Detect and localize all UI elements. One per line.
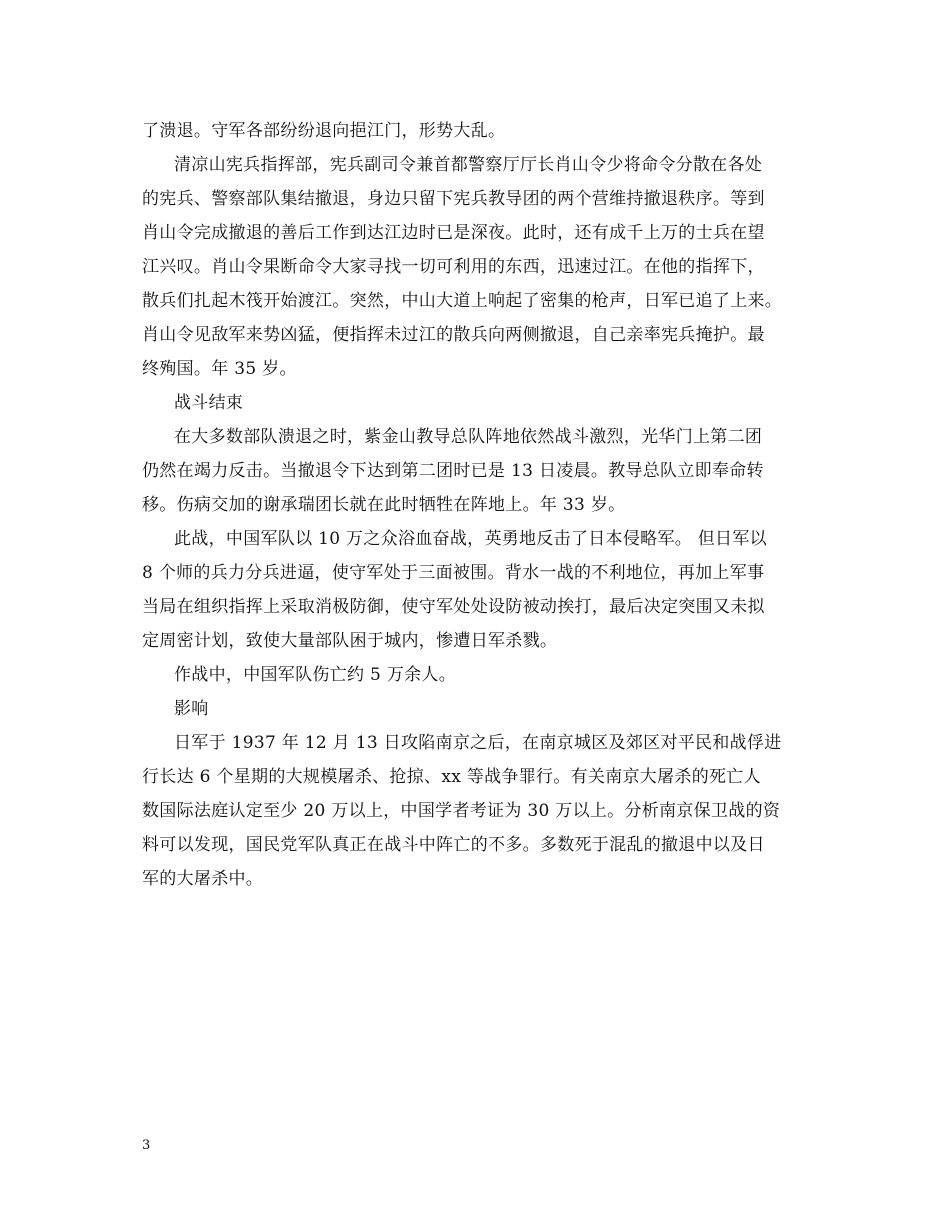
text-line: 的宪兵、警察部队集结撤退，身边只留下宪兵教导团的两个营维持撤退秩序。等到	[142, 189, 765, 209]
text-line: 移。伤病交加的谢承瑞团长就在此时牺牲在阵地上。年 33 岁。	[142, 495, 626, 515]
text-line: 终殉国。年 35 岁。	[142, 359, 297, 379]
text-line: 数国际法庭认定至少 20 万以上，中国学者考证为 30 万以上。分析南京保卫战的资	[142, 801, 781, 821]
page-number: 3	[142, 1138, 151, 1153]
text-line: 8 个师的兵力分兵进逼，使守军处于三面被围。背水一战的不利地位，再加上军事	[142, 563, 765, 583]
text-line: 在大多数部队溃退之时，紫金山教导总队阵地依然战斗激烈，光华门上第二团	[174, 427, 763, 447]
text-line: 料可以发现，国民党军队真正在战斗中阵亡的不多。多数死于混乱的撤退中以及日	[142, 835, 765, 855]
text-line: 肖山令见敌军来势凶猛，便指挥未过江的散兵向两侧撤退，自己亲率宪兵掩护。最	[142, 325, 765, 345]
text-line: 肖山令完成撤退的善后工作到达江边时已是深夜。此时，还有成千上万的士兵在望	[142, 223, 765, 243]
text-line: 江兴叹。肖山令果断命令大家寻找一切可利用的东西，迅速过江。在他的指挥下，	[142, 257, 765, 277]
text-line: 影响	[174, 699, 209, 719]
text-line: 战斗结束	[174, 393, 244, 413]
text-line: 了溃退。守军各部纷纷退向挹江门，形势大乱。	[142, 121, 506, 141]
text-line: 此战，中国军队以 10 万之众浴血奋战，英勇地反击了日本侵略军。 但日军以	[174, 529, 767, 549]
text-line: 军的大屠杀中。	[142, 869, 264, 889]
document-body	[142, 114, 822, 896]
text-line: 日军于 1937 年 12 月 13 日攻陷南京之后，在南京城区及郊区对平民和战俘进	[174, 733, 782, 753]
text-line: 作战中，中国军队伤亡约 5 万余人。	[174, 665, 457, 685]
text-line: 清凉山宪兵指挥部，宪兵副司令兼首都警察厅厅长肖山令少将命令分散在各处	[174, 155, 763, 175]
text-line: 当局在组织指挥上采取消极防御，使守军处处设防被动挨打，最后决定突围又未拟	[142, 597, 765, 617]
text-line: 散兵们扎起木筏开始渡江。突然，中山大道上响起了密集的枪声，日军已追了上来。	[142, 291, 783, 311]
text-line: 仍然在竭力反击。当撤退令下达到第二团时已是 13 日凌晨。教导总队立即奉命转	[142, 461, 764, 481]
text-line: 行长达 6 个星期的大规模屠杀、抢掠、xx 等战争罪行。有关南京大屠杀的死亡人	[142, 767, 761, 787]
text-line: 定周密计划，致使大量部队困于城内，惨遭日军杀戮。	[142, 631, 558, 651]
